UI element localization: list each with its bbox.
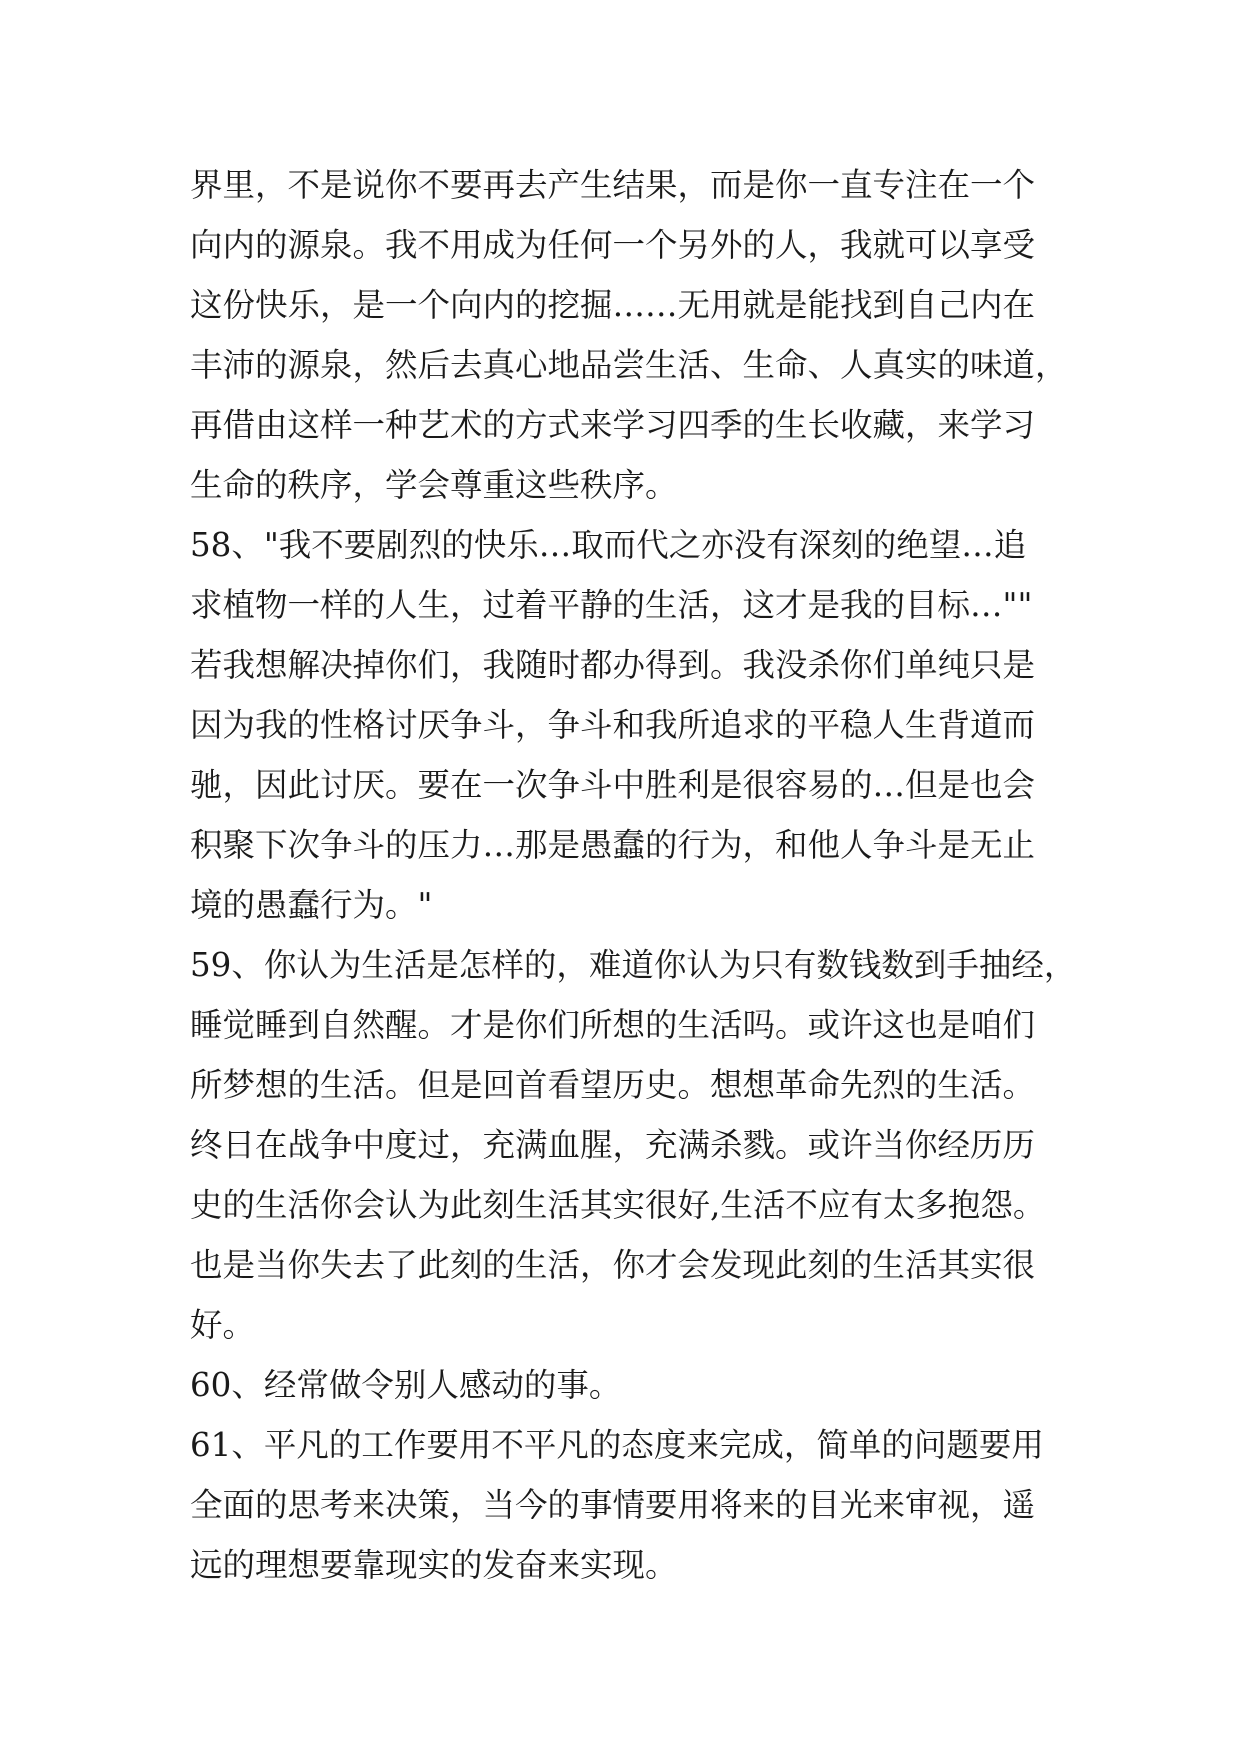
text-line: 这份快乐，是一个向内的挖掘……无用就是能找到自己内在	[190, 286, 1036, 324]
text-line: 再借由这样一种艺术的方式来学习四季的生长收藏，来学习	[190, 406, 1036, 444]
text-line: 向内的源泉。我不用成为任何一个另外的人，我就可以享受	[190, 226, 1036, 264]
text-line: 终日在战争中度过，充满血腥，充满杀戮。或许当你经历历	[190, 1126, 1036, 1164]
text-line: 丰沛的源泉，然后去真心地品尝生活、生命、人真实的味道，	[190, 346, 1068, 384]
text-line: 也是当你失去了此刻的生活，你才会发现此刻的生活其实很	[190, 1246, 1036, 1284]
text-line: 远的理想要靠现实的发奋来实现。	[190, 1546, 678, 1584]
text-line: 全面的思考来决策，当今的事情要用将来的目光来审视，遥	[190, 1486, 1036, 1524]
text-line: 好。	[190, 1306, 256, 1344]
text-line: 睡觉睡到自然醒。才是你们所想的生活吗。或许这也是咱们	[190, 1006, 1036, 1044]
text-line: 积聚下次争斗的压力…那是愚蠢的行为，和他人争斗是无止	[190, 826, 1036, 864]
text-line: 境的愚蠢行为。"	[190, 886, 433, 924]
text-line: 求植物一样的人生，过着平静的生活，这才是我的目标…""	[190, 586, 1033, 624]
text-line: 因为我的性格讨厌争斗，争斗和我所追求的平稳人生背道而	[190, 706, 1036, 744]
text-line: 58、"我不要剧烈的快乐…取而代之亦没有深刻的绝望…追	[190, 526, 1027, 564]
text-line: 界里，不是说你不要再去产生结果，而是你一直专注在一个	[190, 166, 1036, 204]
text-line: 60、经常做令别人感动的事。	[190, 1366, 622, 1404]
text-line: 61、平凡的工作要用不平凡的态度来完成，简单的问题要用	[190, 1426, 1044, 1464]
text-line: 所梦想的生活。但是回首看望历史。想想革命先烈的生活。	[190, 1066, 1036, 1104]
document-body	[190, 160, 1077, 1600]
text-line: 若我想解决掉你们，我随时都办得到。我没杀你们单纯只是	[190, 646, 1036, 684]
text-line: 59、你认为生活是怎样的，难道你认为只有数钱数到手抽经，	[190, 946, 1077, 984]
text-line: 史的生活你会认为此刻生活其实很好,生活不应有太多抱怨。	[190, 1186, 1046, 1224]
text-line: 驰，因此讨厌。要在一次争斗中胜利是很容易的…但是也会	[190, 766, 1036, 804]
text-line: 生命的秩序，学会尊重这些秩序。	[190, 466, 678, 504]
